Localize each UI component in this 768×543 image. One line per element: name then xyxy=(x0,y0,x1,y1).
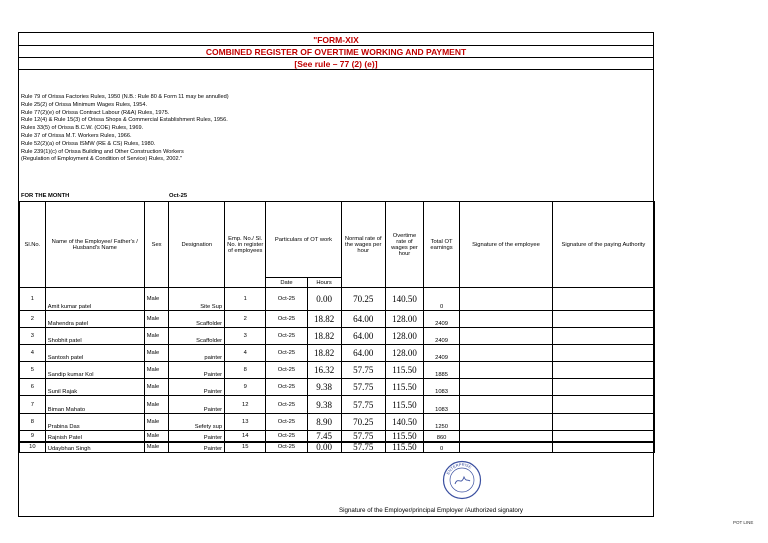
cell-emp-no: 15 xyxy=(225,442,266,453)
col-designation: Designation xyxy=(169,202,225,288)
cell-date: Oct-25 xyxy=(266,414,307,431)
col-sig-employee: Signature of the employee xyxy=(460,202,553,288)
cell-sig-employee xyxy=(460,414,553,431)
cell-normal-rate: 57.75 xyxy=(341,442,385,453)
cell-designation: Painter xyxy=(169,379,225,396)
cell-name: Mahendra patel xyxy=(45,311,144,328)
cell-sl-no: 7 xyxy=(20,396,46,414)
cell-date: Oct-25 xyxy=(266,311,307,328)
cell-sig-employee xyxy=(460,345,553,362)
cell-designation: Sefety sup xyxy=(169,414,225,431)
cell-name: Prabina Das xyxy=(45,414,144,431)
cell-emp-no: 3 xyxy=(225,328,266,345)
cell-hours: 9.38 xyxy=(307,379,341,396)
cell-sig-authority xyxy=(552,288,654,311)
cell-sl-no: 8 xyxy=(20,414,46,431)
cell-hours: 16.32 xyxy=(307,362,341,379)
cell-sex: Male xyxy=(144,345,169,362)
cell-designation: Scaffolder xyxy=(169,311,225,328)
cell-designation: painter xyxy=(169,345,225,362)
cell-total-ot: 2409 xyxy=(424,311,460,328)
cell-sig-authority xyxy=(552,379,654,396)
cell-emp-no: 2 xyxy=(225,311,266,328)
cell-normal-rate: 70.25 xyxy=(341,414,385,431)
cell-name: Sunil Rajak xyxy=(45,379,144,396)
cell-designation: Painter xyxy=(169,396,225,414)
cell-sig-employee xyxy=(460,379,553,396)
rule-line: Rule 37 of Orissa M.T. Workers Rules, 1966. xyxy=(21,132,132,139)
col-sl-no: Sl.No. xyxy=(20,202,46,288)
cell-ot-rate: 115.50 xyxy=(385,396,423,414)
cell-sex: Male xyxy=(144,414,169,431)
cell-sex: Male xyxy=(144,379,169,396)
cell-name: Rajnish Patel xyxy=(45,431,144,442)
cell-hours: 9.38 xyxy=(307,396,341,414)
cell-ot-rate: 115.50 xyxy=(385,431,423,442)
cell-hours: 18.82 xyxy=(307,311,341,328)
rule-line: Rule 239(1)(c) of Orissa Building and Other Construction Workers xyxy=(21,148,184,155)
cell-name: Shobhit patel xyxy=(45,328,144,345)
cell-sig-authority xyxy=(552,431,654,442)
cell-sex: Male xyxy=(144,396,169,414)
col-ot-work: Particulars of OT work xyxy=(266,202,341,278)
cell-sig-employee xyxy=(460,328,553,345)
cell-total-ot: 0 xyxy=(424,442,460,453)
cell-total-ot: 1885 xyxy=(424,362,460,379)
cell-sl-no: 9 xyxy=(20,431,46,442)
rule-line: Rule 79 of Orissa Factories Rules, 1950 (N.B.: Rule 80 & Form 11 may be annulled) xyxy=(21,94,229,100)
rule-line: Rule 25(2) of Orissa Minimum Wages Rules, 1954. xyxy=(21,101,148,108)
cell-normal-rate: 70.25 xyxy=(341,288,385,311)
cell-name: Amit kumar patel xyxy=(45,288,144,311)
col-total-ot: Total OT earnings xyxy=(424,202,460,288)
footer-note: POT LINE xyxy=(733,520,754,525)
cell-total-ot: 1250 xyxy=(424,414,460,431)
cell-name: Sandip kumar Kol xyxy=(45,362,144,379)
cell-name: Santosh patel xyxy=(45,345,144,362)
col-name: Name of the Employee/ Father's / Husband's Name xyxy=(45,202,144,288)
table-row xyxy=(20,362,655,379)
cell-designation: Painter xyxy=(169,362,225,379)
cell-sig-employee xyxy=(460,362,553,379)
cell-emp-no: 4 xyxy=(225,345,266,362)
cell-sig-authority xyxy=(552,414,654,431)
cell-sig-authority xyxy=(552,362,654,379)
cell-sl-no: 3 xyxy=(20,328,46,345)
form-title: "FORM-XIX xyxy=(313,35,359,45)
cell-normal-rate: 57.75 xyxy=(341,396,385,414)
cell-sig-authority xyxy=(552,345,654,362)
rules-list xyxy=(21,94,229,164)
signature-caption: Signature of the Employer/principal Employer /Authorized signatory xyxy=(339,507,523,514)
cell-ot-rate: 140.50 xyxy=(385,288,423,311)
rule-line: Rule 12(4) & Rule 15(3) of Orissa Shops & Commercial Establishment Rules, 1956. xyxy=(21,117,228,124)
cell-sig-authority xyxy=(552,328,654,345)
cell-emp-no: 14 xyxy=(225,431,266,442)
table-row xyxy=(20,431,655,442)
cell-normal-rate: 57.75 xyxy=(341,362,385,379)
cell-sig-employee xyxy=(460,431,553,442)
col-ot-rate: Overtime rate of wages per hour xyxy=(385,202,423,288)
cell-sl-no: 2 xyxy=(20,311,46,328)
cell-name: Udaybhan Singh xyxy=(45,442,144,453)
cell-total-ot: 1083 xyxy=(424,396,460,414)
table-row xyxy=(20,396,655,414)
cell-normal-rate: 57.75 xyxy=(341,379,385,396)
cell-total-ot: 1083 xyxy=(424,379,460,396)
cell-date: Oct-25 xyxy=(266,362,307,379)
cell-normal-rate: 57.75 xyxy=(341,431,385,442)
signature-area xyxy=(19,442,653,519)
cell-total-ot: 860 xyxy=(424,431,460,442)
cell-sex: Male xyxy=(144,362,169,379)
cell-sig-employee xyxy=(460,311,553,328)
cell-normal-rate: 64.00 xyxy=(341,345,385,362)
cell-date: Oct-25 xyxy=(266,328,307,345)
cell-ot-rate: 140.50 xyxy=(385,414,423,431)
cell-emp-no: 9 xyxy=(225,379,266,396)
cell-sl-no: 5 xyxy=(20,362,46,379)
cell-date: Oct-25 xyxy=(266,396,307,414)
cell-ot-rate: 115.50 xyxy=(385,442,423,453)
overtime-register-table xyxy=(19,201,655,453)
cell-ot-rate: 115.50 xyxy=(385,362,423,379)
table-row xyxy=(20,379,655,396)
cell-total-ot: 2409 xyxy=(424,345,460,362)
cell-sig-authority xyxy=(552,396,654,414)
table-row xyxy=(20,311,655,328)
table-row xyxy=(20,414,655,431)
cell-sl-no: 6 xyxy=(20,379,46,396)
cell-date: Oct-25 xyxy=(266,431,307,442)
cell-date: Oct-25 xyxy=(266,379,307,396)
cell-sex: Male xyxy=(144,431,169,442)
cell-normal-rate: 64.00 xyxy=(341,328,385,345)
svg-text:ENTERPRISE: ENTERPRISE xyxy=(445,461,473,476)
month-label: FOR THE MONTH xyxy=(21,193,70,199)
cell-sig-employee xyxy=(460,288,553,311)
cell-sl-no: 10 xyxy=(20,442,46,453)
cell-date: Oct-25 xyxy=(266,442,307,453)
rule-line: Rules 33(5) of Orissa B.C.W. (COE) Rules, 1969. xyxy=(21,125,144,132)
cell-normal-rate: 64.00 xyxy=(341,311,385,328)
register-title: COMBINED REGISTER OF OVERTIME WORKING AND PAYMENT xyxy=(205,47,467,57)
cell-sex: Male xyxy=(144,311,169,328)
cell-designation: Site Sup xyxy=(169,288,225,311)
cell-total-ot: 0 xyxy=(424,288,460,311)
cell-sex: Male xyxy=(144,328,169,345)
table-row xyxy=(20,288,655,311)
cell-designation: Scaffolder xyxy=(169,328,225,345)
col-sig-authority: Signature of the paying Authority xyxy=(552,202,654,288)
col-date: Date xyxy=(266,278,307,288)
table-row xyxy=(20,345,655,362)
cell-hours: 0.00 xyxy=(307,288,341,311)
cell-total-ot: 2409 xyxy=(424,328,460,345)
cell-hours: 18.82 xyxy=(307,345,341,362)
cell-sex: Male xyxy=(144,442,169,453)
rule-line: Rule 77(2)(e) of Orissa Contract Labour (R&A) Rules, 1975. xyxy=(21,109,170,116)
col-sex: Sex xyxy=(144,202,169,288)
cell-hours: 8.90 xyxy=(307,414,341,431)
cell-name: Biman Mahato xyxy=(45,396,144,414)
col-normal-rate: Normal rate of the wages per hour xyxy=(341,202,385,288)
rule-reference: [See rule – 77 (2) (e)] xyxy=(294,59,378,69)
cell-sig-employee xyxy=(460,396,553,414)
cell-designation: Painter xyxy=(169,442,225,453)
cell-hours: 7.45 xyxy=(307,431,341,442)
form-sheet xyxy=(18,32,654,517)
cell-date: Oct-25 xyxy=(266,345,307,362)
cell-designation: Painter xyxy=(169,431,225,442)
cell-ot-rate: 128.00 xyxy=(385,311,423,328)
rule-line: Rule 52(2)(a) of Orissa ISMW (RE & CS) Rules, 1980. xyxy=(21,140,156,147)
month-value: Oct-25 xyxy=(169,193,188,199)
cell-sl-no: 4 xyxy=(20,345,46,362)
cell-ot-rate: 128.00 xyxy=(385,328,423,345)
col-hours: Hours xyxy=(307,278,341,288)
cell-hours: 18.82 xyxy=(307,328,341,345)
table-row xyxy=(20,328,655,345)
col-emp-no: Emp. No./ Sl. No. in register of employees xyxy=(225,202,266,288)
cell-emp-no: 8 xyxy=(225,362,266,379)
cell-sig-authority xyxy=(552,311,654,328)
cell-emp-no: 13 xyxy=(225,414,266,431)
cell-emp-no: 12 xyxy=(225,396,266,414)
cell-hours: 0.00 xyxy=(307,442,341,453)
cell-ot-rate: 115.50 xyxy=(385,379,423,396)
cell-date: Oct-25 xyxy=(266,288,307,311)
cell-ot-rate: 128.00 xyxy=(385,345,423,362)
company-seal xyxy=(442,460,482,500)
rule-line: (Regulation of Employment & Condition of Service) Rules, 2002." xyxy=(21,156,183,163)
cell-emp-no: 1 xyxy=(225,288,266,311)
cell-sex: Male xyxy=(144,288,169,311)
cell-sl-no: 1 xyxy=(20,288,46,311)
